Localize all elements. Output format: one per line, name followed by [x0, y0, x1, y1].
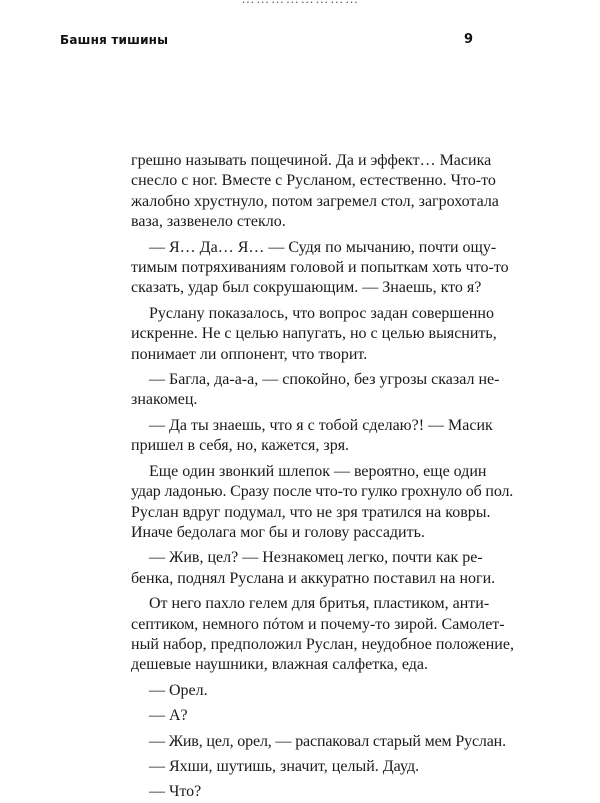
- text-line: Руслану показалось, что вопрос задан совершенно: [149, 304, 494, 322]
- text-line: знакомец.: [131, 391, 198, 409]
- text-line: — Жив, цел? — Незнакомец легко, почти как ре-: [149, 549, 483, 567]
- paragraph: [131, 370, 500, 411]
- page-number: 9: [464, 32, 474, 47]
- text-line: дешевые наушники, влажная салфетка, еда.: [131, 656, 428, 674]
- text-line: сказать, удар был сокрушающим. — Знаешь, кто я?: [131, 279, 482, 297]
- text-line: понимает ли оппонент, что творит.: [131, 345, 368, 363]
- paragraph: [131, 782, 480, 802]
- text-line: ваза, зазвенело стекло.: [131, 213, 286, 231]
- text-line: Руслан вдруг подумал, что не зря тратился на ковры.: [131, 503, 491, 521]
- paragraph: [131, 416, 493, 457]
- text-line: — Орел.: [149, 681, 208, 699]
- text-line: — А?: [149, 707, 188, 725]
- paragraph: [131, 706, 480, 726]
- text-line: — Яхши, шутишь, значит, целый. Дауд.: [149, 757, 420, 775]
- paragraph: [131, 151, 499, 233]
- text-line: снесло с ног. Вместе с Русланом, естественно. Что-то: [131, 172, 496, 190]
- paragraph: [131, 548, 496, 589]
- paragraph: [131, 757, 480, 777]
- text-line: — Я… Да… Я… — Судя по мычанию, почти ощу-: [149, 238, 497, 256]
- paragraph: [131, 238, 509, 299]
- text-line: — Что?: [149, 783, 202, 801]
- text-line: — Да ты знаешь, что я с тобой сделаю?! — Масик: [149, 416, 493, 434]
- paragraph: [131, 681, 480, 701]
- paragraph: [131, 462, 514, 544]
- text-line: пришел в себя, но, кажется, зря.: [131, 437, 350, 455]
- text-line: грешно называть пощечиной. Да и эффект… Масика: [131, 152, 492, 169]
- text-line: жалобно хрустнуло, потом загремел стол, загрохотала: [131, 192, 499, 210]
- text-line: тимым потряхиваниям головой и попыткам хоть что-то: [131, 259, 509, 277]
- text-line: — Жив, цел, орел, — распаковал старый мем Руслан.: [149, 732, 506, 750]
- paragraph: [131, 732, 506, 752]
- text-line: бенка, поднял Руслана и аккуратно поставил на ноги.: [131, 569, 496, 587]
- text-line: ный набор, предположил Руслан, неудобное положение,: [131, 635, 514, 653]
- body-text: [131, 151, 514, 803]
- text-line: искренне. Не с целью напугать, но с целью выяснить,: [131, 325, 497, 343]
- text-line: — Багла, да-а-а, — спокойно, без угрозы сказал не-: [149, 371, 500, 389]
- running-title: Башня тишины: [60, 33, 169, 47]
- text-line: септиком, немного пóтом и почему-то зирой. Самолет-: [131, 615, 505, 633]
- text-line: Иначе бедолага мог бы и голову рассадить.: [131, 523, 425, 541]
- cut-off-previous-line: [0, 0, 600, 5]
- text-line: удар ладонью. Сразу после что-то гулко грохнуло об пол.: [131, 483, 514, 501]
- text-line: Еще один звонкий шлепок — вероятно, еще один: [149, 462, 487, 480]
- paragraph: [131, 594, 514, 676]
- paragraph: [131, 304, 497, 365]
- text-line: От него пахло гелем для бритья, пластиком, анти-: [149, 595, 490, 613]
